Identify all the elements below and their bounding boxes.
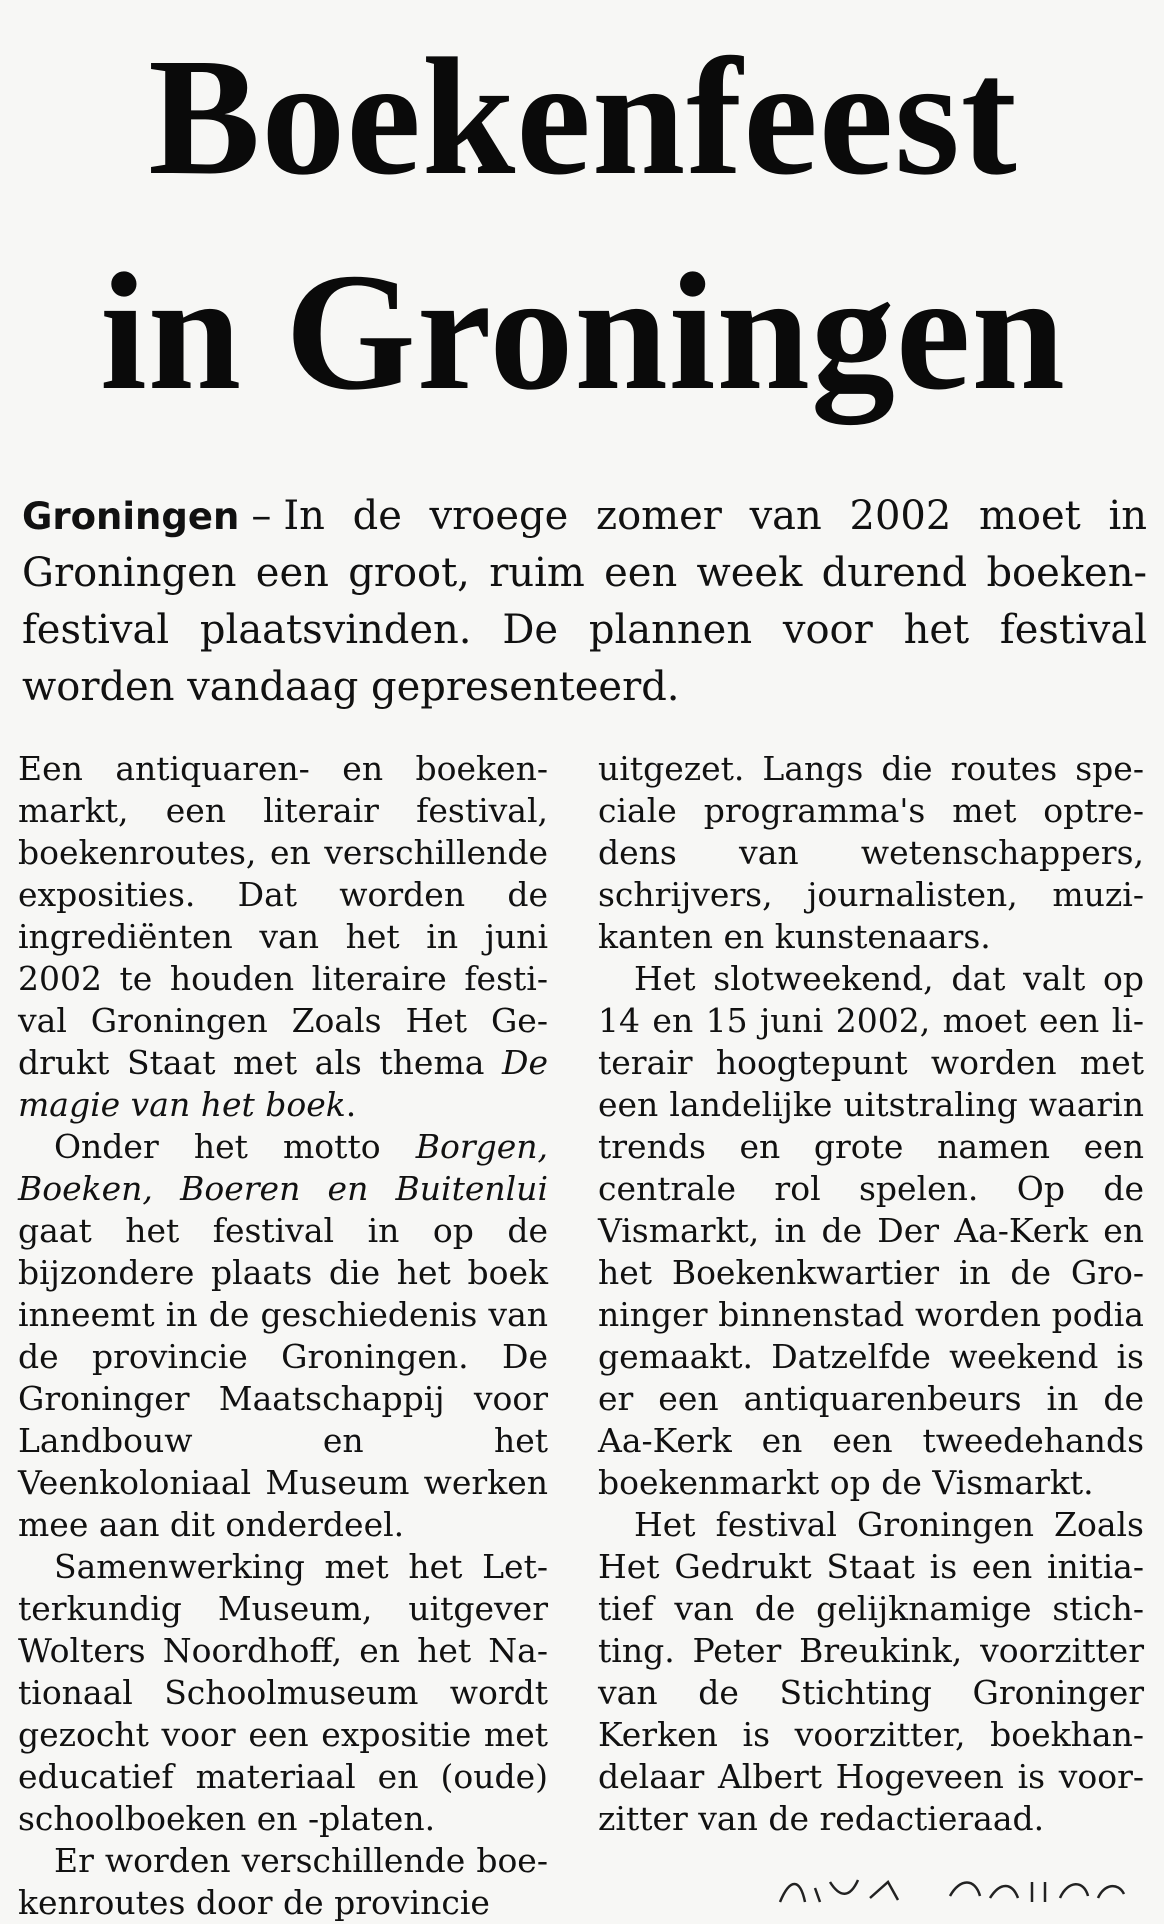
dateline: Groningen	[22, 495, 240, 538]
body-column-left	[18, 748, 548, 1924]
paragraph-6: Het slotweekend, dat valt op 14 en 15 juni 2002, moet een literair hoogtepunt worden met een landelijke uitstraling waarin trends en grote namen een centrale rol spelen. Op de Vismarkt, in de Der Aa-Kerk en het Boekenkwartier in de Groninger binnenstad worden podia gemaakt. Datzelfde weekend is er een antiquarenbeurs in de Aa-Kerk en een tweedehands boekenmarkt op de Vismarkt.	[598, 959, 1144, 1502]
lead-text: In de vroege zomer van 2002 moet in Groningen een groot, ruim een week durend boekenfestival plaatsvinden. De plannen voor het festival worden vandaag gepresenteerd.	[22, 493, 1147, 710]
headline-line-1: Boekenfeest	[148, 24, 1018, 210]
lead-paragraph	[22, 488, 1147, 716]
headline	[18, 10, 1148, 440]
motto: Borgen, Boeken, Boeren en Buitenlui	[18, 1127, 548, 1208]
paragraph-1-text: Een antiquaren- en boekenmarkt, een literair festival, boekenroutes, en verschillende exposities. Dat worden de ingrediënten van het in juni 2002 te houden literaire festival Groningen Zoals Het Gedrukt Staat met als thema	[18, 749, 548, 1082]
handwritten-annotation	[770, 1868, 1130, 1905]
headline-line-2: in Groningen	[100, 239, 1066, 425]
paragraph-1-end: .	[345, 1085, 357, 1124]
paragraph-7: Het festival Groningen Zoals Het Gedrukt Staat is een initiatief van de gelijknamige stichting. Peter Breukink, voorzitter van de Stichting Groninger Kerken is voorzitter, boekhandelaar Albert Hogeveen is voorzitter van de redactieraad.	[598, 1505, 1144, 1838]
paragraph-1	[18, 748, 548, 1126]
paragraph-5: uitgezet. Langs die routes speciale programma's met optredens van wetenschappers, schrijvers, journalisten, muzikanten en kunstenaars.	[598, 749, 1144, 956]
paragraph-2	[18, 1126, 548, 1546]
dateline-dash: –	[251, 493, 272, 539]
paragraph-3: Samenwerking met het Letterkundig Museum, uitgever Wolters Noordhoff, en het Nationaal Schoolmuseum wordt gezocht voor een expositie met educatief materiaal en (oude) schoolboeken en -platen.	[18, 1547, 548, 1838]
paragraph-2-start: Onder het motto	[54, 1127, 416, 1166]
paragraph-2-text: gaat het festival in op de bijzondere plaats die het boek inneemt in de geschiedenis van de provincie Groningen. De Groninger Maatschappij voor Landbouw en het Veenkoloniaal Museum werken mee aan dit onderdeel.	[18, 1211, 548, 1544]
body-column-right	[598, 748, 1144, 1840]
paragraph-4: Er worden verschillende boekenroutes door de provincie	[18, 1841, 548, 1922]
theme-title: De magie van het boek	[18, 1043, 548, 1124]
